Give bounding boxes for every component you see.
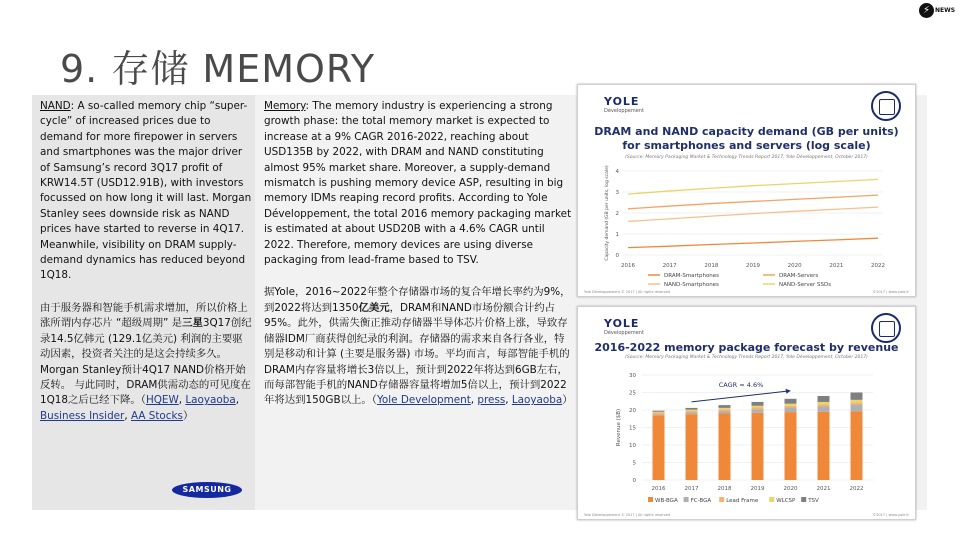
y-tick-label: 15 (629, 425, 636, 432)
legend-label: DRAM-Servers (779, 273, 819, 279)
capacity-demand-chart-card (577, 84, 916, 297)
x-tick-label: 2017 (684, 486, 699, 492)
x-tick-label: 2019 (746, 263, 760, 269)
cn-text: 据Yole，2016~2022年整个存储器市场的复合年增长率约为9%，到2022将达到1350 (264, 286, 571, 314)
y-axis-label: Revenue ($B) (616, 408, 622, 447)
lightning-icon: ⚡ (919, 3, 934, 18)
bar-segment-lead-frame (686, 411, 698, 413)
link-press[interactable]: press (477, 394, 506, 407)
bar-segment-tsv (818, 396, 830, 402)
legend-swatch (684, 497, 689, 502)
cn-text: ） (182, 409, 194, 422)
cn-bold: 三星 (182, 317, 203, 330)
left-column-text (40, 99, 252, 424)
x-tick-label: 2016 (621, 263, 635, 269)
series-line-dram-smartphones (628, 238, 878, 247)
bar-segment-tsv (653, 411, 665, 412)
link-laoyaoba[interactable]: Laoyaoba (511, 394, 563, 407)
y-axis-label: Capacity demand (GB per units, log scale) (605, 165, 610, 261)
chart1-title (578, 125, 915, 153)
brand-logo-text: NEWS (935, 7, 956, 14)
legend-label: TSV (808, 498, 819, 504)
footer-right: ©2017 | www.yole.fr (872, 290, 909, 294)
x-tick-label: 2022 (871, 263, 885, 269)
legend-label: NAND-Smartphones (664, 282, 719, 288)
link-laoyaoba[interactable]: Laoyaoba (185, 394, 236, 407)
cn-text: ） (562, 394, 573, 407)
cagr-arrowhead (786, 389, 791, 394)
bar-segment-lead-frame (818, 404, 830, 406)
nand-label: NAND (40, 100, 71, 112)
bar-segment-fc-bga (719, 411, 731, 413)
nand-paragraph (40, 99, 252, 284)
chart1-svg (578, 163, 915, 293)
y-tick-label: 5 (632, 460, 636, 467)
yole-logo-text: YOLE (604, 95, 640, 108)
bar-segment-tsv (851, 393, 863, 400)
bar-segment-wb-bga (818, 412, 830, 480)
bar-segment-tsv (686, 408, 698, 410)
bar-segment-tsv (719, 405, 731, 408)
legend-swatch (769, 497, 774, 502)
memory-paragraph (264, 99, 574, 268)
legend-label: DRAM-Smartphones (664, 273, 720, 279)
brand-logo (919, 3, 955, 18)
chart2-footer (584, 513, 909, 517)
bar-segment-wb-bga (686, 414, 698, 480)
y-tick-label: 3 (615, 190, 619, 196)
yole-logo-text: YOLE (604, 317, 640, 330)
bar-segment-tsv (752, 402, 764, 406)
x-tick-label: 2020 (787, 263, 802, 269)
chip-icon (871, 91, 901, 121)
bar-segment-lead-frame (719, 409, 731, 411)
package-forecast-chart-card (577, 306, 916, 520)
chart2-source: (Source: Memory Packaging Market & Technology Trends Report 2017, Yole Développement, October 2017) (625, 355, 868, 360)
nand-body: : A so-called memory chip “super-cycle” of increased prices due to demand for more firepower in servers and smartphones was the major driver of Samsung’s record 3Q17 profit of KRW14.5T (USD12.91B), with investors focussed on how long it will last. Morgan Stanley sees downside risk as NAND prices have started to reverse in 4Q17. Meanwhile, visibility on DRAM supply-demand dynamics has reduced beyond 1Q18. (40, 100, 252, 282)
bar-segment-wb-bga (851, 411, 863, 480)
samsung-logo: SAMSUNG (172, 482, 242, 498)
bar-segment-fc-bga (785, 408, 797, 413)
nand-chinese-paragraph: 由于服务器和智能手机需求增加，所以价格上涨所谓内存芯片 “超级周期” 是三星3Q17创纪录14.5亿韩元 (129.1亿美元) 利润的主要驱动因素，投资者关注的是这会持续多久。Morgan Stanley预计4Q17 NAND价格开始反转。 与此同时，DRAM供需动态的可见度在1Q18之后已经下降。（HQEW, Laoyaoba, Business Insider, AA Stocks） (40, 301, 252, 422)
legend-label: FC-BGA (690, 498, 712, 504)
legend-swatch (719, 497, 724, 502)
chip-icon (871, 313, 901, 343)
bar-segment-lead-frame (653, 412, 665, 414)
bar-segment-wb-bga (653, 415, 665, 480)
chart1-title-line1: DRAM and NAND capacity demand (GB per units) (594, 125, 899, 138)
bar-segment-wb-bga (719, 414, 731, 481)
bar-segment-wlcsp (851, 400, 863, 403)
cn-text: 由于服务器和智能手机需求增加，所以价格上涨所谓内存芯片 “超级周期” 是 (40, 301, 248, 330)
y-tick-label: 0 (615, 253, 619, 259)
legend-swatch (801, 497, 806, 502)
bar-segment-fc-bga (752, 409, 764, 413)
bar-segment-wb-bga (752, 413, 764, 480)
y-tick-label: 10 (629, 443, 636, 449)
x-tick-label: 2018 (704, 263, 719, 269)
link-business-insider[interactable]: Business Insider (40, 409, 125, 422)
x-tick-label: 2021 (829, 263, 844, 269)
y-tick-label: 4 (615, 169, 619, 175)
series-line-nand-smartphones (628, 207, 878, 221)
x-tick-label: 2022 (849, 486, 864, 492)
yole-logo-sub: Développement (604, 330, 644, 336)
bar-segment-lead-frame (752, 408, 764, 410)
chart1-source: (Source: Memory Packaging Market & Technology Trends Report 2017, Yole Développement, October 2017) (625, 155, 868, 160)
legend-label: WB-BGA (655, 498, 678, 504)
series-line-dram-servers (628, 195, 878, 209)
legend-label: NAND-Server SSDs (779, 282, 832, 288)
yole-logo (604, 317, 644, 336)
y-tick-label: 30 (629, 373, 636, 379)
link-aa-stocks[interactable]: AA Stocks (130, 409, 183, 422)
x-tick-label: 2019 (750, 486, 765, 492)
bar-segment-wlcsp (653, 412, 665, 413)
x-tick-label: 2018 (717, 486, 732, 492)
bar-segment-wlcsp (785, 404, 797, 406)
y-tick-label: 0 (632, 478, 636, 484)
footer-right: ©2017 | www.yole.fr (872, 513, 909, 517)
memory-body: : The memory industry is experiencing a strong growth phase: the total memory market is expected to increase at a 9% CAGR 2016-2022, reaching about USD135B by 2022, with DRAM and NAND constituting almost 95% market share. Moreover, a supply-demand mismatch is pushing memory device ASP, resulting in big memory IDMs reaping record profits. According to Yole Développement, the total 2016 memory packaging market is estimated at about USD20B with a 4.6% CAGR until 2022. Therefore, memory devices are using diverse packaging from lead-frame based to TSV. (264, 100, 572, 267)
footer-left: Yole Développement © 2017 | All rights reserved (584, 513, 671, 517)
y-tick-label: 25 (629, 390, 636, 397)
cn-bold: 亿美元 (358, 301, 390, 314)
memory-chinese-paragraph: 据Yole，2016~2022年整个存储器市场的复合年增长率约为9%，到2022将达到1350亿美元，DRAM和NAND市场份额合计约占95%。此外，供需失衡正推动存储器半导体芯片价格上涨，导致存储器IDM厂商获得创纪录的利润。存储器的需求来自各行各业，特别是移动和计算 (主要是服务器) 市场。平均而言，每部智能手机的DRAM内存容量将增长3倍以上，预计到2022年将达到6GB左右，而每部智能手机的NAND存储器容量将增加5倍以上，预计到2022年将达到150GB以上。（Yole Development, press, Laoyaoba） (264, 286, 573, 407)
x-tick-label: 2021 (816, 486, 831, 492)
bar-segment-wlcsp (686, 410, 698, 411)
y-tick-label: 2 (615, 211, 619, 217)
chart1-footer (584, 290, 909, 294)
link-hqew[interactable]: HQEW (145, 394, 179, 407)
bar-segment-fc-bga (686, 412, 698, 414)
x-tick-label: 2016 (651, 486, 666, 492)
yole-logo (604, 95, 644, 114)
middle-column-text (264, 99, 574, 409)
cagr-annotation: CAGR = 4.6% (718, 380, 764, 389)
cn-text: ，DRAM和NAND市场份额合计约占95%。此外，供需失衡正推动存储器半导体芯片价格上涨，导致存储器IDM厂商获得创纪录的利润。存储器的需求来自各行各业，特别是移动和计算 (主要是服务器) 市场。平均而言，每部智能手机的DRAM内存容量将增长3倍以上，预计到2022年将达到6GB左右，而每部智能手机的NAND存储器容量将增加5倍以上，预计到2022年将达到150GB以上。（ (264, 301, 570, 407)
bar-segment-fc-bga (818, 406, 830, 412)
y-tick-label: 1 (615, 232, 619, 238)
chart2-title: 2016-2022 memory package forecast by revenue (594, 341, 899, 354)
bar-segment-lead-frame (785, 406, 797, 408)
legend-swatch (648, 497, 653, 502)
link-yole[interactable]: Yole Development (376, 394, 471, 407)
footer-left: Yole Développement © 2017 | All rights reserved (584, 290, 671, 294)
yole-logo-sub: Développement (604, 108, 644, 114)
x-tick-label: 2017 (662, 263, 677, 269)
bar-segment-fc-bga (851, 404, 863, 411)
slide-title: 9. 存储 MEMORY (60, 47, 376, 91)
memory-label: Memory (264, 100, 306, 112)
chart2-svg (578, 355, 915, 515)
bar-segment-wlcsp (719, 408, 731, 409)
y-tick-label: 20 (629, 408, 636, 414)
bar-segment-wb-bga (785, 412, 797, 480)
bar-segment-wlcsp (752, 406, 764, 408)
legend-label: WLCSP (776, 498, 796, 504)
x-tick-label: 2020 (783, 486, 798, 492)
cn-text: 3Q17创纪录14.5亿韩元 (129.1亿美元) 利润的主要驱动因素，投资者关注的是这会持续多久。Morgan Stanley预计4Q17 NAND价格开始反转。 与此同时，DRAM供需动态的可见度在1Q18之后已经下降。（ (40, 317, 252, 407)
bar-segment-lead-frame (851, 403, 863, 405)
bar-segment-fc-bga (653, 414, 665, 415)
bar-segment-wlcsp (818, 402, 830, 404)
bar-segment-tsv (785, 399, 797, 404)
chart1-title-line2: for smartphones and servers (log scale) (622, 139, 871, 152)
legend-label: Lead Frame (726, 498, 759, 504)
